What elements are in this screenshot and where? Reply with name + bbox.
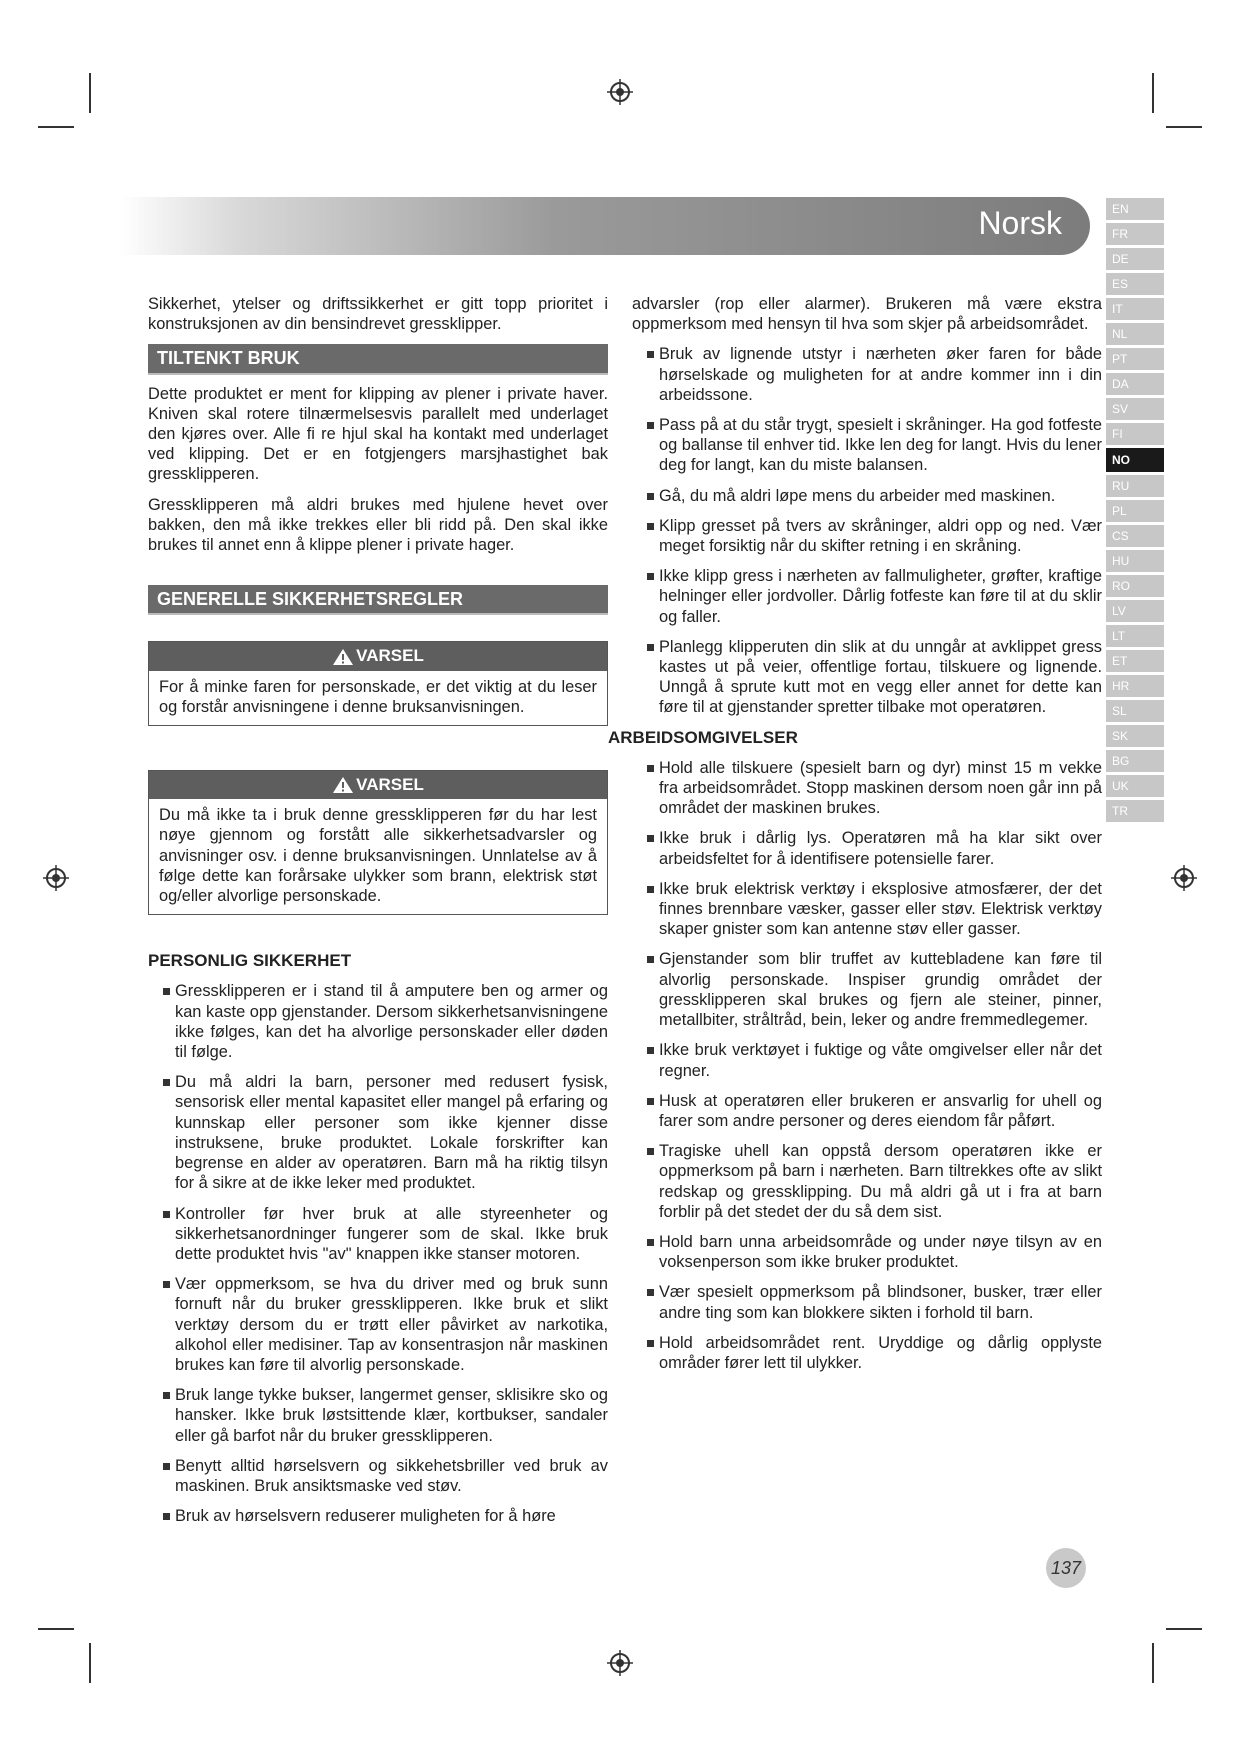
language-tab-fr[interactable]: FR <box>1106 223 1164 245</box>
list-item: Gressklipperen er i stand til å amputere ben og armer og kan kaste opp gjenstander. Dersom sikkerhetsanvisningene ikke følges, kan det ha alvorlige personskader eller døden til følge. <box>148 981 608 1062</box>
list-item: Bruk av hørselsvern reduserer muligheten for å høre <box>148 1506 608 1526</box>
list-item: Husk at operatøren eller brukeren er ansvarlig for uhell og farer som andre personer og deres eiendom får påført. <box>632 1091 1102 1131</box>
crop-mark <box>1152 73 1154 113</box>
warning-text: For å minke faren for personskade, er det viktig at du leser og forstår anvisningene i denne bruksanvisningen. <box>159 677 597 716</box>
list-item: Ikke klipp gress i nærheten av fallmuligheter, grøfter, kraftige helninger eller jordvoller. Dårlig fotfeste kan føre til at du sklir og faller. <box>632 566 1102 627</box>
language-tab-ru[interactable]: RU <box>1106 475 1164 497</box>
intended-use-paragraph: Dette produktet er ment for klipping av plener i private haver. Kniven skal rotere tilnærmelsesvis parallelt med underlaget den kjøres over. Alle fi re hjul skal ha kontakt med underlaget ved klipping. Det er en fotgjengers marsjhastighet bak gressklipperen. <box>148 384 608 484</box>
language-tab-hu[interactable]: HU <box>1106 550 1164 572</box>
crop-mark <box>89 73 91 113</box>
language-tab-sv[interactable]: SV <box>1106 398 1164 420</box>
list-item: Bruk lange tykke bukser, langermet genser, sklisikre sko og hansker. Ikke bruk løstsittende klær, kortbukser, sandaler eller gå barfot når du bruker gressklipperen. <box>148 1385 608 1446</box>
warning-triangle-icon <box>332 776 354 794</box>
list-item: Ikke bruk verktøyet i fuktige og våte omgivelser eller når det regner. <box>632 1040 1102 1080</box>
list-item: Planlegg klipperuten din slik at du unngår at avklippet gress kastes ut på veier, offentlige fortau, tilskuere og lignende. Unngå å sprute kutt mot en vegg eller annet for dette kan føre til at gjenstander spretter tilbake mot operatøren. <box>632 637 1102 718</box>
language-tab-uk[interactable]: UK <box>1106 775 1164 797</box>
continuation-paragraph: advarsler (rop eller alarmer). Brukeren må være ekstra oppmerksom med hensyn til hva som skjer på arbeidsområdet. <box>632 295 1102 334</box>
language-tab-list <box>1106 198 1164 825</box>
list-item: Vær oppmerksom, se hva du driver med og bruk sunn fornuft når du bruker gressklipperen. Ikke bruk et slikt verktøy dersom du er trøtt eller påvirket av narkotika, alkohol eller medisiner. Tap av konsentrasjon når maskinen brukes kan føre til alvorlig personskade. <box>148 1274 608 1375</box>
language-tab-pl[interactable]: PL <box>1106 500 1164 522</box>
warning-box <box>148 641 608 726</box>
registration-mark-icon <box>1169 863 1199 893</box>
language-tab-no[interactable]: NO <box>1106 448 1164 472</box>
language-tab-ro[interactable]: RO <box>1106 575 1164 597</box>
crop-mark <box>1152 1643 1154 1683</box>
intro-paragraph: Sikkerhet, ytelser og driftssikkerhet er gitt topp prioritet i konstruksjonen av din bensindrevet gressklipper. <box>148 295 608 334</box>
list-item: Du må aldri la barn, personer med redusert fysisk, sensorisk eller mental kapasitet eller mangel på erfaring og kunnskap eller personer som ikke kjenner disse instruksene, bruke produktet. Lokale forskrifter kan begrense en alder av operatøren. Barn må ha riktig tilsyn for å sikre at de ikke leker med produktet. <box>148 1072 608 1193</box>
language-tab-bg[interactable]: BG <box>1106 750 1164 772</box>
list-item: Benytt alltid hørselsvern og sikkehetsbriller ved bruk av maskinen. Bruk ansiktsmaske ved støv. <box>148 1456 608 1496</box>
general-safety-heading: GENERELLE SIKKERHETSREGLER <box>148 585 608 615</box>
language-header-banner <box>120 197 1090 255</box>
list-item: Pass på at du står trygt, spesielt i skråninger. Ha god fotfeste og ballanse til enhver tid. Ikke len deg for langt. Hvis du lener deg for langt, kan du miste balansen. <box>632 415 1102 476</box>
list-item: Ikke bruk i dårlig lys. Operatøren må ha klar sikt over arbeidsfeltet for å identifisere potensielle farer. <box>632 828 1102 868</box>
crop-mark <box>89 1643 91 1683</box>
list-item: Kontroller før hver bruk at alle styreenheter og sikkerhetsanordninger fungerer som de skal. Ikke bruk dette produktet hvis "av" knappen ikke stanser motoren. <box>148 1204 608 1265</box>
warning-text: Du må ikke ta i bruk denne gressklipperen før du har lest nøye gjennom og forstått alle sikkerhetsadvarsler og anvisninger osv. i denne bruksanvisningen. Unnlatelse av å følge dette kan forårsake ulykker som brann, elektrisk støt og/eller alvorlige personskade. <box>159 806 597 906</box>
list-item: Klipp gresset på tvers av skråninger, aldri opp og ned. Vær meget forsiktig når du skifter retning i en skråning. <box>632 516 1102 556</box>
intended-use-heading: TILTENKT BRUK <box>148 344 608 374</box>
list-item: Ikke bruk elektrisk verktøy i eksplosive atmosfærer, der det finnes brennbare væsker, gasser eller støv. Elektrisk verktøy skaper gnister som kan antenne støv eller gasser. <box>632 879 1102 940</box>
registration-mark-icon <box>41 863 71 893</box>
list-item: Bruk av lignende utstyr i nærheten øker faren for både hørselskade og muligheten for at andre kommer inn i din arbeidssone. <box>632 344 1102 405</box>
crop-mark <box>1166 126 1202 128</box>
page-number: 137 <box>1046 1548 1086 1588</box>
crop-mark <box>38 126 74 128</box>
language-tab-en[interactable]: EN <box>1106 198 1164 220</box>
registration-mark-icon <box>605 1648 635 1678</box>
language-tab-cs[interactable]: CS <box>1106 525 1164 547</box>
safety-list <box>632 344 1102 717</box>
left-column <box>148 294 608 1536</box>
list-item: Gå, du må aldri løpe mens du arbeider med maskinen. <box>632 486 1102 506</box>
warning-box <box>148 770 608 915</box>
language-tab-hr[interactable]: HR <box>1106 675 1164 697</box>
warning-title: VARSEL <box>356 646 424 666</box>
language-tab-pt[interactable]: PT <box>1106 348 1164 370</box>
list-item: Hold arbeidsområdet rent. Uryddige og dårlig opplyste områder fører lett til ulykker. <box>632 1333 1102 1373</box>
list-item: Tragiske uhell kan oppstå dersom operatøren ikke er oppmerksom på barn i nærheten. Barn tiltrekkes ofte av slikt redskap og gressklipping. Du må aldri gå ut i fra at barn forblir på det stedet der du så dem sist. <box>632 1141 1102 1222</box>
language-title: Norsk <box>978 205 1062 241</box>
work-environment-list <box>632 758 1102 1373</box>
personal-safety-heading: PERSONLIG SIKKERHET <box>148 951 352 971</box>
warning-title: VARSEL <box>356 775 424 795</box>
warning-header <box>149 642 607 670</box>
language-tab-sk[interactable]: SK <box>1106 725 1164 747</box>
language-tab-et[interactable]: ET <box>1106 650 1164 672</box>
language-tab-de[interactable]: DE <box>1106 248 1164 270</box>
crop-mark <box>38 1628 74 1630</box>
intended-use-paragraph: Gressklipperen må aldri brukes med hjulene hevet over bakken, den må ikke trekkes eller bli ridd på. Den skal ikke brukes til annet enn å klippe plener i private hager. <box>148 495 608 555</box>
work-environment-heading: ARBEIDSOMGIVELSER <box>608 727 798 747</box>
list-item: Hold barn unna arbeidsområde og under nøye tilsyn av en voksenperson som ikke bruker produktet. <box>632 1232 1102 1272</box>
language-tab-sl[interactable]: SL <box>1106 700 1164 722</box>
list-item: Hold alle tilskuere (spesielt barn og dyr) minst 15 m vekke fra arbeidsområdet. Stopp maskinen dersom noen går inn på området der maskinen brukes. <box>632 758 1102 819</box>
language-tab-nl[interactable]: NL <box>1106 323 1164 345</box>
language-tab-es[interactable]: ES <box>1106 273 1164 295</box>
warning-triangle-icon <box>332 648 354 666</box>
personal-safety-list <box>148 981 608 1526</box>
crop-mark <box>1166 1628 1202 1630</box>
warning-header <box>149 771 607 799</box>
language-tab-tr[interactable]: TR <box>1106 800 1164 822</box>
right-column <box>608 294 1102 1383</box>
language-tab-da[interactable]: DA <box>1106 373 1164 395</box>
language-tab-lv[interactable]: LV <box>1106 600 1164 622</box>
list-item: Gjenstander som blir truffet av kuttebladene kan føre til alvorlig personskade. Inspiser grundig området der gressklipperen skal brukes og fjern ale steiner, pinner, metallbiter, stråltråd, bein, leker og andre fremmedlegemer. <box>632 949 1102 1030</box>
list-item: Vær spesielt oppmerksom på blindsoner, busker, trær eller andre ting som kan blokkere sikten i forhold til barn. <box>632 1282 1102 1322</box>
language-tab-fi[interactable]: FI <box>1106 423 1164 445</box>
registration-mark-icon <box>605 77 635 107</box>
language-tab-lt[interactable]: LT <box>1106 625 1164 647</box>
language-tab-it[interactable]: IT <box>1106 298 1164 320</box>
